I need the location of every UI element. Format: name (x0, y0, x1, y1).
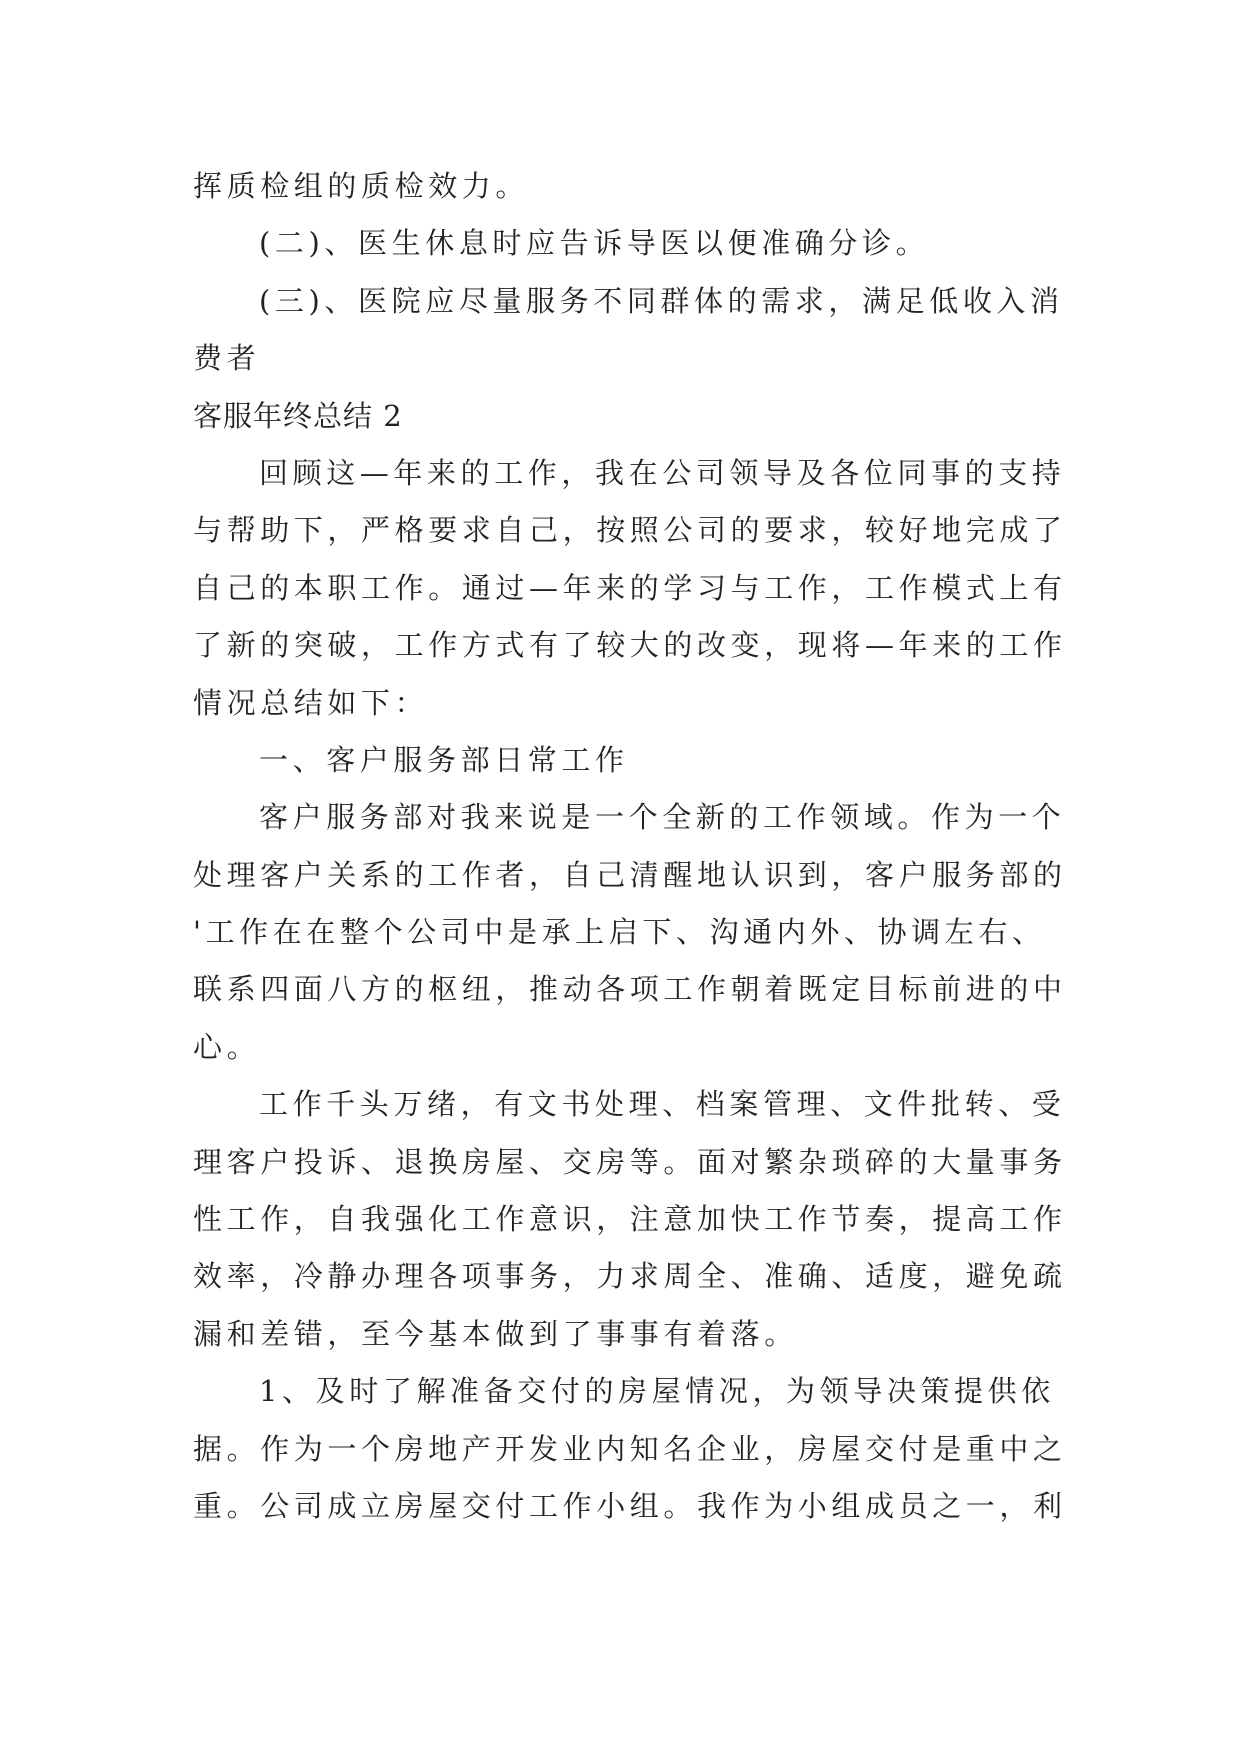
text-line: 费者 (193, 341, 261, 376)
text-line: 客户服务部对我来说是一个全新的工作领域。作为一个 (259, 800, 1066, 835)
text-line: 性工作，自我强化工作意识，注意加快工作节奏，提高工作 (193, 1202, 1067, 1237)
document-body (193, 158, 1067, 1535)
text-line: 自己的本职工作。通过—年来的学习与工作，工作模式上有 (193, 570, 1067, 605)
text-line: '工作在在整个公司中是承上启下、沟通内外、协调左右、 (193, 915, 1046, 950)
text-line: 处理客户关系的工作者，自己清醒地认识到，客户服务部的 (193, 857, 1067, 892)
text-line: 效率，冷静办理各项事务，力求周全、准确、适度，避免疏 (193, 1259, 1067, 1294)
text-line: 回顾这—年来的工作，我在公司领导及各位同事的支持 (259, 455, 1066, 490)
text-line: 重。公司成立房屋交付工作小组。我作为小组成员之一，利 (193, 1488, 1067, 1523)
text-line: (三)、医院应尽量服务不同群体的需求，满足低收入消 (259, 283, 1064, 318)
text-line: 挥质检组的质检效力。 (193, 169, 530, 203)
text-line: 心。 (193, 1029, 261, 1064)
text-line: 漏和差错，至今基本做到了事事有着落。 (193, 1316, 798, 1351)
text-line: 联系四面八方的枢纽，推动各项工作朝着既定目标前进的中 (193, 972, 1067, 1007)
text-line: 工作千头万绪，有文书处理、档案管理、文件批转、受 (259, 1087, 1066, 1122)
section-heading: 客服年终总结 2 (193, 398, 403, 433)
text-line: (二)、医生休息时应告诉导医以便准确分诊。 (259, 226, 930, 261)
text-line: 了新的突破，工作方式有了较大的改变，现将—年来的工作 (193, 628, 1067, 663)
text-line: 1、及时了解准备交付的房屋情况，为领导决策提供依 (259, 1374, 1055, 1409)
text-line: 情况总结如下： (193, 685, 429, 720)
text-line: 据。作为一个房地产开发业内知名企业，房屋交付是重中之 (193, 1431, 1067, 1466)
text-line: 理客户投诉、退换房屋、交房等。面对繁杂琐碎的大量事务 (193, 1144, 1067, 1179)
text-line: 与帮助下，严格要求自己，按照公司的要求，较好地完成了 (193, 513, 1067, 548)
subsection-heading: 一、客户服务部日常工作 (259, 742, 629, 777)
